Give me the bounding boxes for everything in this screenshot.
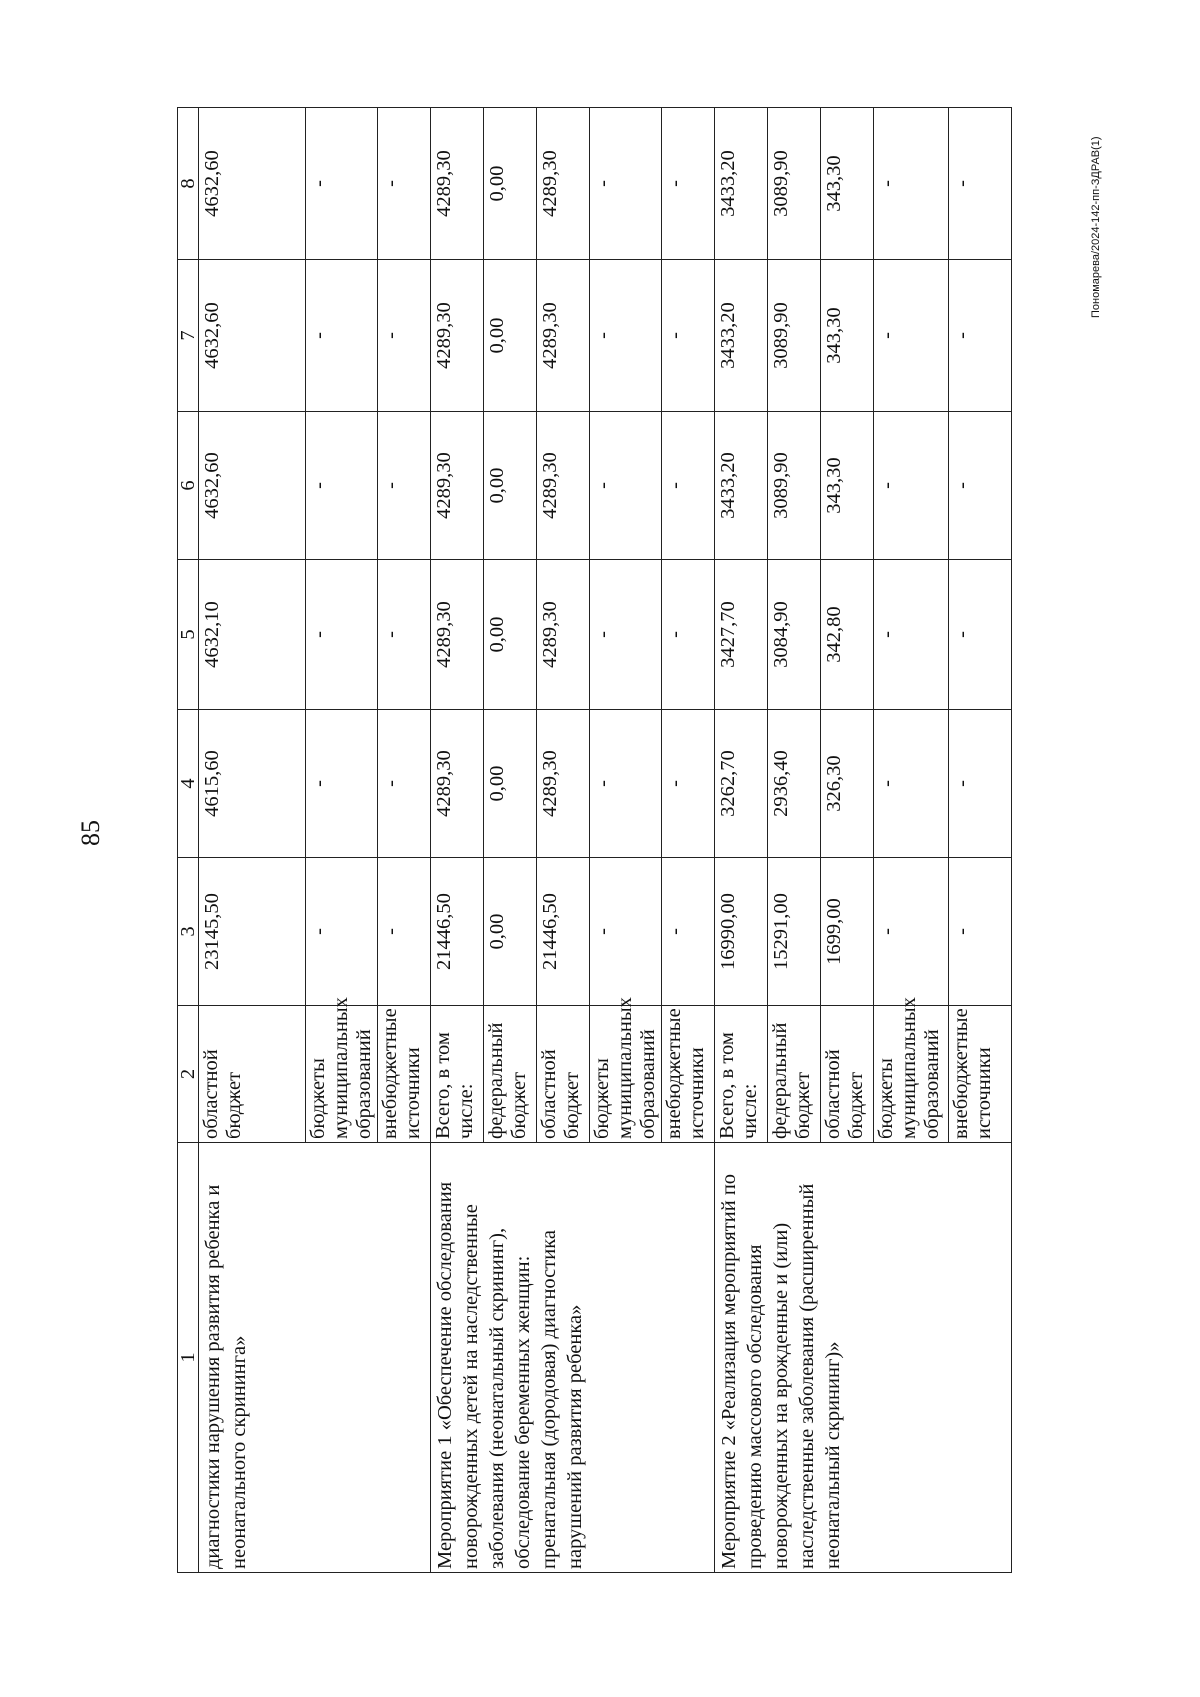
value-cell: 326,30: [821, 710, 874, 858]
document-code: Пономарева/2024-142-пп-ЗДРАВ(1): [1090, 136, 1102, 318]
value-cell: 4632,60: [199, 108, 306, 260]
value-cell: -: [662, 412, 715, 560]
funding-source: Всего, в том числе:: [715, 1006, 768, 1143]
value-cell: -: [378, 412, 431, 560]
value-cell: -: [949, 858, 1012, 1006]
value-cell: 4615,60: [199, 710, 306, 858]
table-row: [715, 108, 768, 1573]
measure-1-description: Мероприятие 1 «Обеспечение обследования новорожденных детей на наследственные заболевания (неонатальный скрининг), обследование беременных женщин: пренатальная (дородовая) диагностика нарушений развития ребенка»: [431, 1143, 715, 1573]
table-row: [199, 108, 306, 1573]
funding-source: бюджеты муниципальных образований: [874, 1006, 949, 1143]
value-cell: -: [306, 260, 378, 412]
value-cell: 4289,30: [537, 412, 590, 560]
value-cell: 4289,30: [537, 260, 590, 412]
header-row: [178, 108, 199, 1573]
column-header: 4: [178, 710, 199, 858]
value-cell: 21446,50: [431, 858, 484, 1006]
value-cell: 23145,50: [199, 858, 306, 1006]
value-cell: -: [662, 858, 715, 1006]
value-cell: 4289,30: [537, 108, 590, 260]
value-cell: 4632,60: [199, 412, 306, 560]
value-cell: -: [590, 260, 662, 412]
value-cell: -: [306, 858, 378, 1006]
value-cell: 4289,30: [431, 260, 484, 412]
value-cell: -: [662, 560, 715, 710]
rotated-table-container: [177, 108, 1077, 1573]
value-cell: -: [949, 260, 1012, 412]
value-cell: 4632,60: [199, 260, 306, 412]
column-header: 8: [178, 108, 199, 260]
column-header: 3: [178, 858, 199, 1006]
value-cell: 4289,30: [431, 560, 484, 710]
value-cell: 4289,30: [537, 710, 590, 858]
value-cell: 3089,90: [768, 412, 821, 560]
value-cell: -: [874, 108, 949, 260]
value-cell: -: [590, 108, 662, 260]
value-cell: -: [378, 560, 431, 710]
value-cell: -: [306, 412, 378, 560]
budget-table: [177, 107, 1012, 1573]
column-header: 2: [178, 1006, 199, 1143]
value-cell: -: [949, 412, 1012, 560]
value-cell: 16990,00: [715, 858, 768, 1006]
funding-source: федеральный бюджет: [484, 1006, 537, 1143]
value-cell: 0,00: [484, 412, 537, 560]
value-cell: 343,30: [821, 108, 874, 260]
value-cell: -: [590, 412, 662, 560]
value-cell: 3433,20: [715, 260, 768, 412]
value-cell: 3262,70: [715, 710, 768, 858]
value-cell: 3427,70: [715, 560, 768, 710]
program-description: диагностики нарушения развития ребенка и неонатального скрининга»: [199, 1143, 431, 1573]
value-cell: 4632,10: [199, 560, 306, 710]
value-cell: 0,00: [484, 260, 537, 412]
funding-source: Всего, в том числе:: [431, 1006, 484, 1143]
value-cell: 15291,00: [768, 858, 821, 1006]
value-cell: 21446,50: [537, 858, 590, 1006]
value-cell: -: [874, 560, 949, 710]
column-header: 1: [178, 1143, 199, 1573]
funding-source: областной бюджет: [537, 1006, 590, 1143]
value-cell: -: [590, 710, 662, 858]
value-cell: -: [874, 412, 949, 560]
value-cell: 3433,20: [715, 412, 768, 560]
funding-source: бюджеты муниципальных образований: [590, 1006, 662, 1143]
value-cell: -: [378, 710, 431, 858]
value-cell: 4289,30: [431, 108, 484, 260]
value-cell: -: [590, 858, 662, 1006]
column-header: 6: [178, 412, 199, 560]
funding-source: внебюджетные источники: [662, 1006, 715, 1143]
value-cell: 3084,90: [768, 560, 821, 710]
value-cell: -: [378, 108, 431, 260]
value-cell: 2936,40: [768, 710, 821, 858]
column-header: 5: [178, 560, 199, 710]
value-cell: -: [949, 560, 1012, 710]
value-cell: -: [949, 108, 1012, 260]
funding-source: областной бюджет: [199, 1006, 306, 1143]
funding-source: бюджеты муниципальных образований: [306, 1006, 378, 1143]
value-cell: -: [874, 858, 949, 1006]
value-cell: 0,00: [484, 560, 537, 710]
value-cell: -: [874, 260, 949, 412]
value-cell: 3089,90: [768, 108, 821, 260]
value-cell: 3089,90: [768, 260, 821, 412]
table-row: [431, 108, 484, 1573]
value-cell: 0,00: [484, 108, 537, 260]
value-cell: 342,80: [821, 560, 874, 710]
funding-source: внебюджетные источники: [378, 1006, 431, 1143]
value-cell: -: [590, 560, 662, 710]
value-cell: -: [662, 108, 715, 260]
column-header: 7: [178, 260, 199, 412]
value-cell: 343,30: [821, 412, 874, 560]
value-cell: 4289,30: [431, 710, 484, 858]
value-cell: -: [874, 710, 949, 858]
value-cell: -: [306, 108, 378, 260]
page-number: 85: [76, 820, 105, 846]
funding-source: федеральный бюджет: [768, 1006, 821, 1143]
value-cell: 0,00: [484, 710, 537, 858]
value-cell: 4289,30: [431, 412, 484, 560]
value-cell: -: [378, 858, 431, 1006]
value-cell: -: [662, 260, 715, 412]
value-cell: 3433,20: [715, 108, 768, 260]
value-cell: 4289,30: [537, 560, 590, 710]
value-cell: -: [378, 260, 431, 412]
value-cell: -: [662, 710, 715, 858]
value-cell: -: [306, 710, 378, 858]
measure-2-description: Мероприятие 2 «Реализация мероприятий по проведению массового обследования новорожденных на врожденные и (или) наследственные заболевания (расширенный неонатальный скрининг)»: [715, 1143, 1012, 1573]
value-cell: 0,00: [484, 858, 537, 1006]
value-cell: 1699,00: [821, 858, 874, 1006]
value-cell: 343,30: [821, 260, 874, 412]
funding-source: внебюджетные источники: [949, 1006, 1012, 1143]
value-cell: -: [306, 560, 378, 710]
value-cell: -: [949, 710, 1012, 858]
funding-source: областной бюджет: [821, 1006, 874, 1143]
